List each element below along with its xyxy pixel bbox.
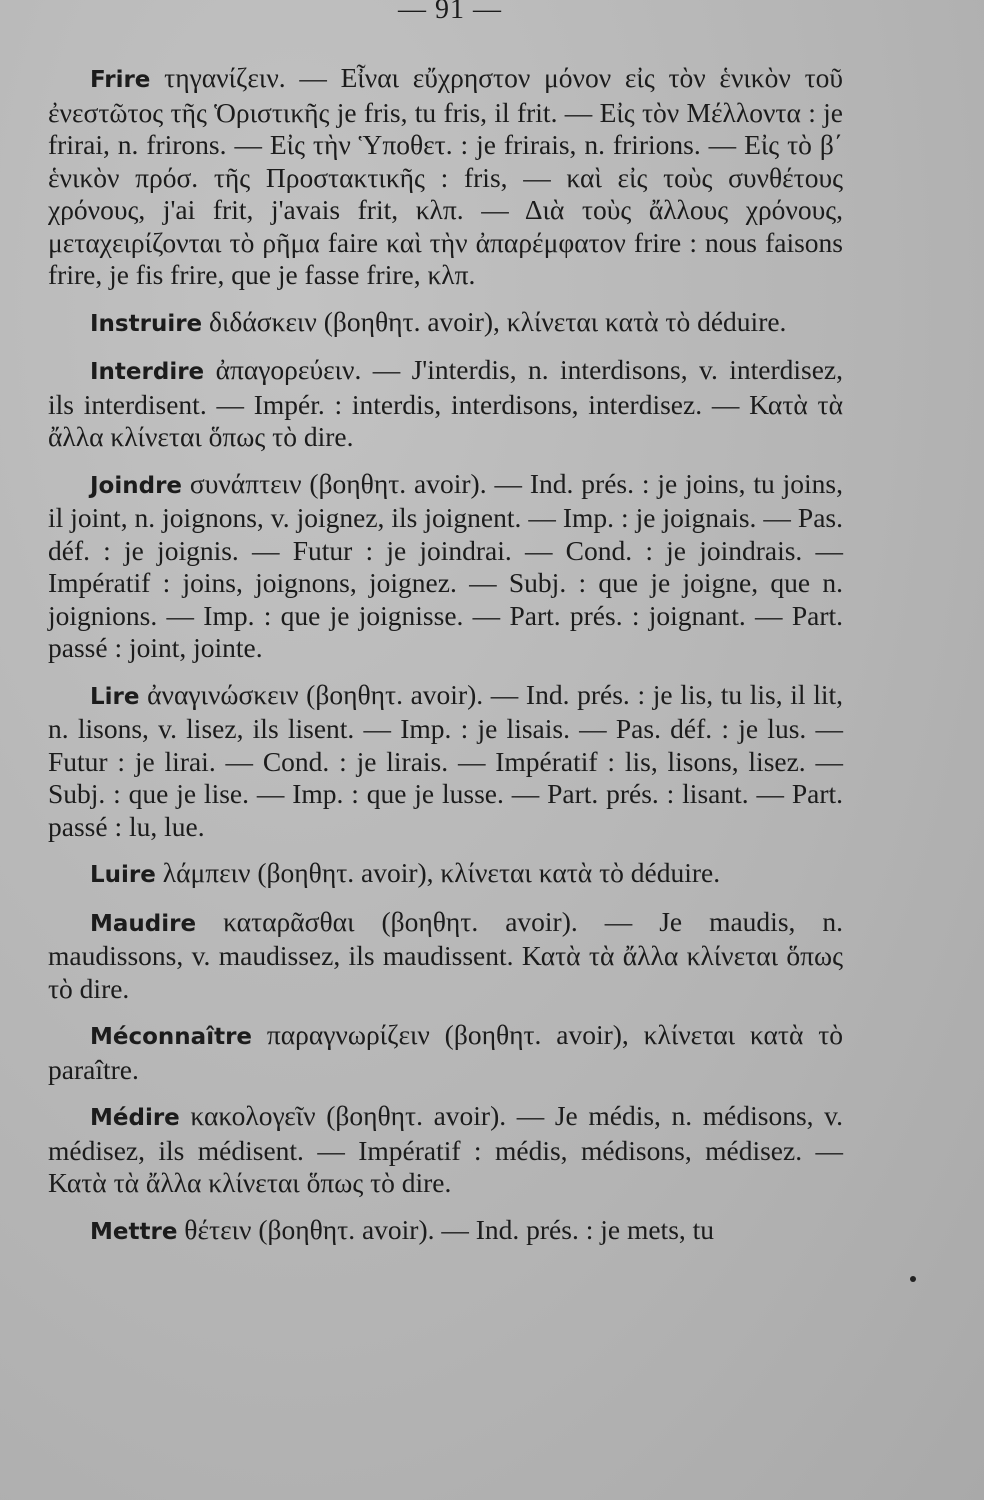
entry-text: λάμπειν (βοηθητ. avoir), κλίνεται κατὰ τὸ déduire. [162,857,721,888]
entry-instruire [48,306,843,341]
headword: Lire [90,683,140,710]
headword: Méconnaître [90,1024,253,1050]
entry-text: ἀναγινώσκειν (βοηθητ. avoir). — Ind. prés. : je lis, tu lis, il lit, n. lisons, v. lisez, ils lisent. — Imp. : je lisais. — Pas. déf. : je lus. — Futur : je lirai. — Cond. : je lirais. — Impératif : lis, lisons, lisez. — Subj. : que je lise. — Imp. : que je lusse. — Part. prés. : lisant. — Part. passé : lu, lue. [48,678,844,842]
headword: Frire [90,67,151,93]
entry-text: διδάσκειν (βοηθητ. avoir), κλίνεται κατὰ τὸ déduire. [209,305,787,337]
entry-frire [48,62,843,292]
entry-interdire [48,354,843,454]
entry-text: ἀπαγορεύειν. — J'interdis, n. interdisons, v. interdisez, ils interdisent. — Impér. : interdis, interdisons, interdisez. — Κατὰ τὰ ἄλλα κλίνεται ὅπως τὸ dire. [48,354,843,452]
headword: Joindre [90,472,183,499]
entry-text: συνάπτειν (βοηθητ. avoir). — Ind. prés. : je joins, tu joins, il joint, n. joignons, v. joignez, ils joignent. — Imp. : je joignais. — Pas. déf. : je joignis. — Futur : je joindrai. — Cond. : je joindrais. — Impératif : joins, joignons, joignez. — Subj. : que je joigne, que n. joignions. — Imp. : que je joignisse. — Part. prés. : joignant. — Part. passé : joint, jointe. [48,467,843,663]
headword: Luire [90,862,156,888]
entry-meconnaitre [48,1019,843,1086]
page-content [48,62,843,1262]
entry-text: τηγανίζειν. — Εἶναι εὔχρηστον μόνον εἰς τὸν ἑνικὸν τοῦ ἐνεστῶτος τῆς Ὁριστικῆς je fris, tu fris, il frit. — Εἰς τὸν Μέλλοντα : je frirai, n. frirons. — Εἰς τὴν Ὑποθετ. : je frirais, n. fririons. — Εἰς τὸ β΄ ἑνικὸν πρόσ. τῆς Προστακτικῆς : fris, — καὶ εἰς τοὺς συνθέτους χρόνους, j'ai frit, j'avais frit, κλπ. — Διὰ τοὺς ἄλλους χρόνους, μεταχειρίζονται τὸ ρῆμα faire καὶ τὴν ἀπαρέμφατον frire : nous faisons frire, je fis frire, que je fasse frire, κλπ. [48,62,843,290]
entry-maudire [48,906,843,1006]
entry-luire [48,857,843,892]
page-number: — 91 — [398,0,502,25]
entry-lire [48,679,843,844]
entry-mettre [48,1214,843,1249]
headword: Maudire [90,910,197,937]
entry-text: καταρᾶσθαι (βοηθητ. avoir). — Je maudis, n. maudissons, v. maudissez, ils maudissent. Κατὰ τὰ ἄλλα κλίνεται ὅπως τὸ dire. [48,905,844,1004]
headword: Mettre [90,1218,178,1245]
entry-joindre [48,468,843,665]
entry-text: κακολογεῖν (βοηθητ. avoir). — Je médis, n. médisons, v. médisez, ils médisent. — Impératif : médis, médisons, médisez. — Κατὰ τὰ ἄλλα κλίνεται ὅπως τὸ dire. [48,1100,844,1198]
headword: Instruire [90,310,203,337]
entry-text: θέτειν (βοηθητ. avoir). — Ind. prés. : je mets, tu [184,1213,715,1245]
headword: Interdire [90,359,205,385]
ink-speck [910,1276,916,1282]
entry-medire [48,1100,843,1200]
entry-text: παραγνωρίζειν (βοηθητ. avoir), κλίνεται κατὰ τὸ paraître. [48,1019,843,1085]
headword: Médire [90,1105,180,1131]
